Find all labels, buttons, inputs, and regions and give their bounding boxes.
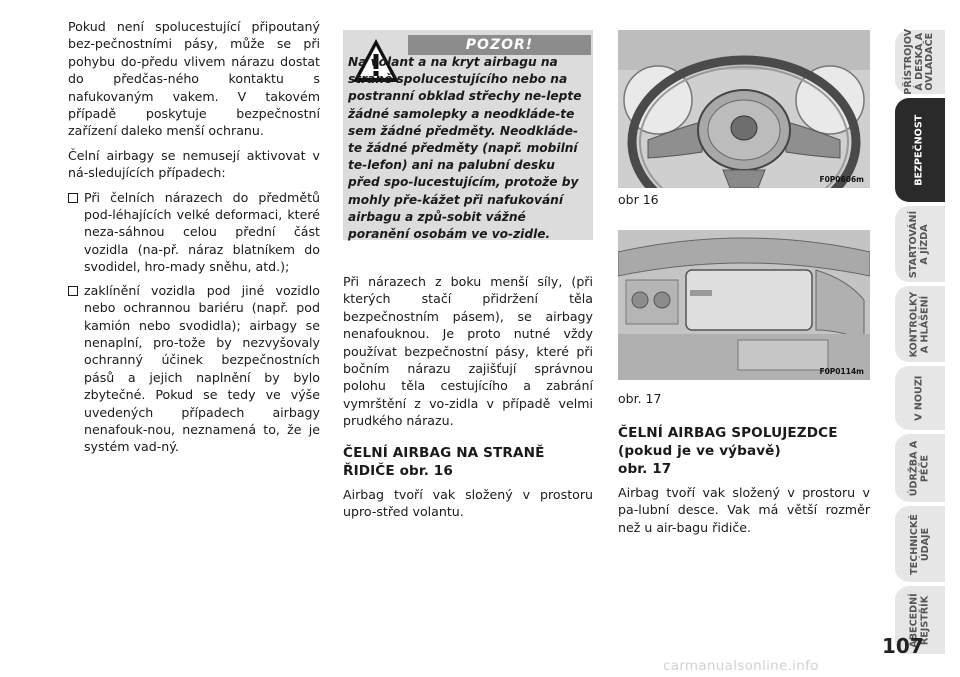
figure-reference: obr. 17 (618, 461, 672, 477)
figure-reference: obr. 16 (399, 462, 453, 479)
bullet-item: zaklínění vozidla pod jiné vozidlo nebo ochrannou bariéru (např. pod kamión nebo svodidla); airbagy se nenaplní, pro-tože by nezvyšovaly ochranný účinek bezpečnostních pásů a jejich naplnění by bylo zbytečné. Pokud se tedy ve výše uvedených případech airbagy nenafouk-nou, neznamená to, že je systém vad-ný. (68, 282, 320, 456)
figure-code: F0P0606m (819, 175, 864, 184)
page-number: 107 (882, 634, 924, 658)
section-heading: ČELNÍ AIRBAG NA STRANĚ ŘIDIČE obr. 16 (343, 444, 545, 479)
steering-wheel-illustration (618, 30, 870, 188)
figure-steering-wheel (618, 30, 870, 188)
paragraph: Pokud není spolucestující připoutaný bez-pečnostními pásy, může se při pohybu do-předu vlivem nárazu dostat do předčas-ného kontaktu s nafukovaným vakem. V takovém případě poskytuje bezpečnostní zařízení daleko menší ochranu. (68, 19, 320, 139)
warning-text: Na volant a na kryt airbagu na straně spolucestujícího nebo na postranní obklad střechy ne-lepte žádné samolepky a neodkláde-te sem žádné předměty. Neodkláde-te žádné předměty (např. mobilní te-lefon) ani na palubní desku před spo-lucestujícím, protože by mohly pře-kážet při nafukování airbagu a způ-sobit vážné poranění osobám ve vo-zidle. (348, 55, 582, 242)
paragraph: Airbag tvoří vak složený v prostoru upro-střed volantu. (343, 486, 593, 520)
tab-pristrojova-deska[interactable]: PŘÍSTROJOV Á DESKA A OVLADAČE (895, 30, 945, 94)
figure-caption: obr 16 (618, 192, 659, 207)
checkbox-bullet-icon (68, 286, 78, 296)
text-column-left (68, 18, 320, 456)
checkbox-bullet-icon (68, 193, 78, 203)
section-heading: ČELNÍ AIRBAG SPOLUJEZDCE (pokud je ve výbavě) obr. 17 (618, 425, 838, 477)
paragraph: Čelní airbagy se nemusejí aktivovat v ná-sledujících případech: (68, 147, 320, 181)
figure-code: F0P0114m (819, 367, 864, 376)
tab-v-nouzi[interactable]: V NOUZI (895, 366, 945, 430)
tab-bezpecnost[interactable]: BEZPEČNOST (895, 98, 945, 202)
text-column-right (618, 424, 870, 543)
tab-udrzba[interactable]: ÚDRŽBA A PÉČE (895, 434, 945, 502)
warning-box (343, 30, 593, 240)
paragraph: Airbag tvoří vak složený v prostoru v pa-lubní desce. Vak má větší rozměr než u air-bagu řidiče. (618, 485, 870, 535)
watermark: carmanualsonline.info (663, 658, 819, 674)
tab-technicke-udaje[interactable]: TECHNICKÉ ÚDAJE (895, 506, 945, 582)
tab-startovani[interactable]: STARTOVÁNÍ A JÍZDA (895, 206, 945, 282)
figure-caption: obr. 17 (618, 391, 662, 406)
warning-title: POZOR! (408, 35, 591, 55)
text-column-middle (343, 273, 593, 527)
bullet-item: Při čelních nárazech do předmětů pod-léhajících velké deformaci, které neza-sáhnou celou přední část vozidla (na-př. náraz blatníkem do svodidel, hro-mady sněhu, atd.); (68, 189, 320, 276)
paragraph: Při nárazech z boku menší síly, (při kterých stačí přidržení těla bezpečnostním pásem), se airbagy nenafouknou. Je proto nutné vždy používat bezpečnostní pásy, které při bočním nárazu zajišťují správnou polohu těla cestujícího a zabrání vymrštění z vo-zidla v případě velmi prudkého nárazu. (343, 274, 593, 429)
tab-kontrolky[interactable]: KONTROLKY A HLÁŠENÍ (895, 286, 945, 362)
figure-dashboard (618, 230, 870, 380)
dashboard-airbag-illustration (618, 230, 870, 380)
tab-abecedni-rejstrik[interactable]: ABECEDNÍ REJSTŘÍK (895, 586, 945, 654)
